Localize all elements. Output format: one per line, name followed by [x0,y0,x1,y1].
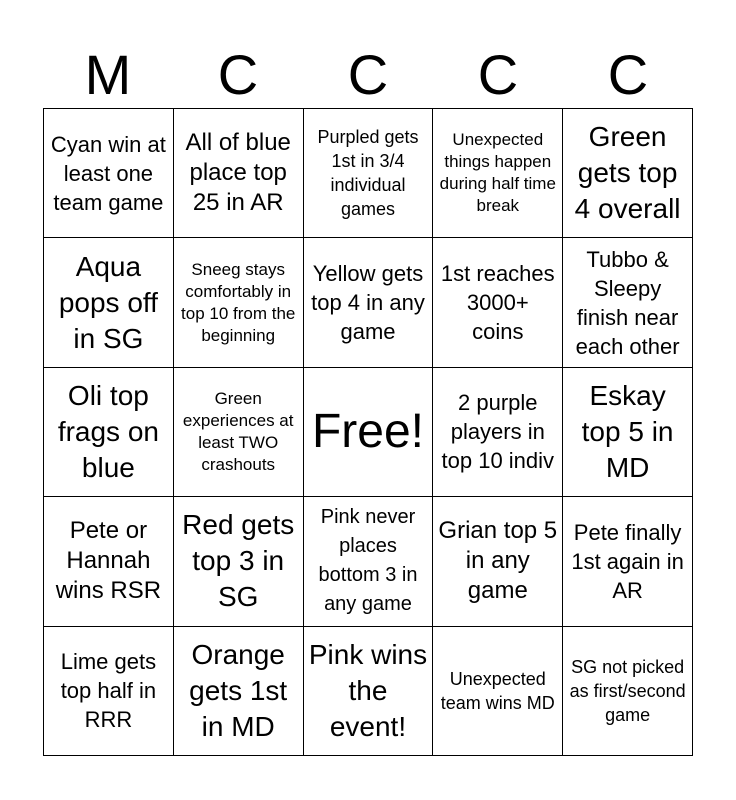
bingo-cell-text: Eskay top 5 in MD [581,379,674,483]
bingo-cell-text: Tubbo & Sleepy finish near each other [575,246,680,359]
bingo-cell-text: 2 purple players in top 10 indiv [441,390,555,474]
bingo-cell[interactable] [174,109,304,238]
bingo-cell-text: SG not picked as first/second game [569,656,686,725]
bingo-cell-text: Grian top 5 in any game [438,517,558,605]
bingo-cell[interactable] [563,109,693,238]
bingo-cell[interactable] [304,238,434,367]
bingo-cell-text: Pink wins the event! [308,638,428,742]
bingo-cell-text: Aqua pops off in SG [58,250,158,354]
bingo-cell-text: Cyan win at least one team game [50,131,166,215]
bingo-cell-text: Oli top frags on blue [57,379,159,483]
bingo-cell[interactable] [304,627,434,756]
bingo-cell[interactable] [563,238,693,367]
bingo-cell-text: Purpled gets 1st in 3/4 individual games [317,127,419,220]
bingo-cell[interactable] [433,109,563,238]
bingo-cell[interactable] [563,627,693,756]
bingo-cell[interactable] [433,627,563,756]
bingo-cell[interactable] [44,627,174,756]
bingo-cell-text: 1st reaches 3000+ coins [440,261,555,345]
bingo-cell-text: Pete or Hannah wins RSR [55,517,162,605]
bingo-cell-text: Orange gets 1st in MD [189,638,288,742]
bingo-cell[interactable] [44,109,174,238]
bingo-cell-text: Pink never places bottom 3 in any game [318,506,418,616]
bingo-cell-text: All of blue place top 25 in AR [185,129,291,217]
bingo-cell-text: Green gets top 4 overall [574,121,681,225]
bingo-header [43,42,693,108]
bingo-cell-text: Lime gets top half in RRR [60,649,157,733]
bingo-cell[interactable] [433,238,563,367]
bingo-cell[interactable] [44,238,174,367]
bingo-cell[interactable] [174,368,304,497]
bingo-cell-text: Free! [311,404,424,458]
header-letter-4: C [477,43,519,106]
bingo-cell[interactable] [44,368,174,497]
bingo-cell[interactable] [174,627,304,756]
bingo-cell-text: Sneeg stays comfortably in top 10 from the beginning [181,259,296,345]
bingo-cell[interactable] [563,497,693,626]
header-letter-5: C [607,43,649,106]
header-letter-2: C [217,43,259,106]
bingo-cell[interactable] [433,497,563,626]
bingo-cell[interactable] [174,238,304,367]
bingo-cell-text: Yellow gets top 4 in any game [311,261,425,345]
bingo-cell[interactable] [174,497,304,626]
bingo-cell-text: Unexpected things happen during half time break [439,130,556,216]
bingo-cell[interactable] [304,109,434,238]
header-letter-1: M [84,43,132,106]
bingo-cell[interactable] [44,497,174,626]
bingo-cell-text: Green experiences at least TWO crashouts [182,388,294,474]
bingo-board [43,108,693,756]
header-letter-3: C [347,43,389,106]
bingo-cell[interactable] [433,368,563,497]
bingo-free-cell[interactable] [304,368,434,497]
bingo-cell[interactable] [304,497,434,626]
bingo-cell[interactable] [563,368,693,497]
bingo-cell-text: Red gets top 3 in SG [182,509,295,613]
bingo-cell-text: Pete finally 1st again in AR [571,519,684,603]
bingo-cell-text: Unexpected team wins MD [440,668,555,713]
